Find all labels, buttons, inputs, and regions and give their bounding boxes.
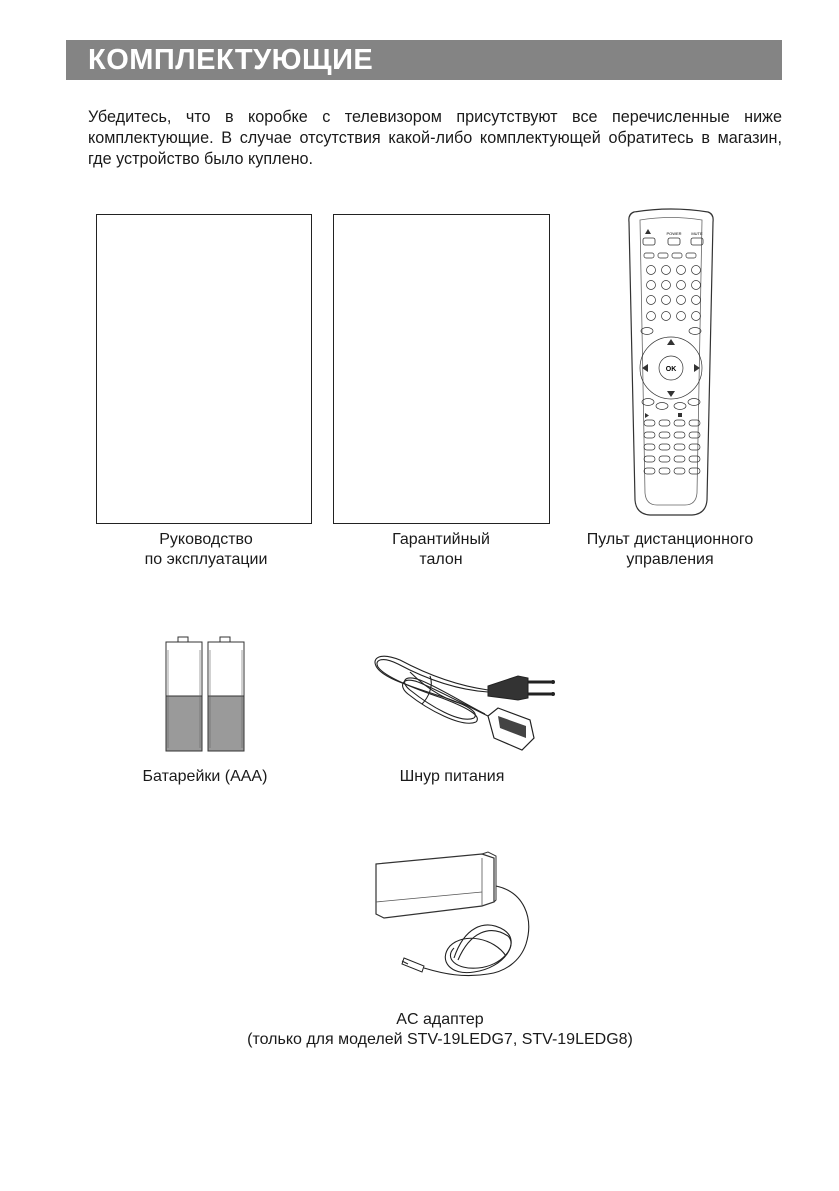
warranty-illustration [333,214,550,524]
remote-control-illustration [624,208,718,520]
remote-mute-label: MUTE [691,231,703,236]
batteries-caption: Батарейки (AAA) [142,768,268,785]
power-cord-illustration [370,646,566,756]
manual-caption [96,530,316,570]
warranty-caption [330,530,552,570]
remote-power-label: POWER [666,231,682,236]
warranty-caption-line1: Гарантийный [392,531,490,548]
remote-caption-line1: Пульт дистанционного [586,531,754,548]
warranty-caption-line2: талон [419,551,463,568]
manual-caption-line2: по эксплуатации [144,551,268,568]
manual-illustration [96,214,312,524]
remote-caption [560,530,780,570]
remote-ok-label: OK [665,366,677,373]
power-cord-caption: Шнур питания [399,768,505,785]
batteries-illustration [164,636,246,754]
section-title: КОМПЛЕКТУЮЩИЕ [88,44,374,76]
ac-adapter-caption-line2: (только для моделей STV-19LEDG7, STV-19LEDG8) [247,1031,633,1048]
manual-caption-line1: Руководство [159,531,253,548]
section-header [66,40,782,80]
remote-caption-line2: управления [626,551,714,568]
ac-adapter-caption-line1: AC адаптер [396,1011,484,1028]
ac-adapter-illustration [354,848,566,990]
intro-paragraph: Убедитесь, что в коробке с телевизором присутствуют все перечисленные ниже комплектующие. В случае отсутствия какой-либо комплектующей обратитесь в магазин, где устройство было куплено. [88,108,782,168]
ac-adapter-caption [200,1010,680,1050]
